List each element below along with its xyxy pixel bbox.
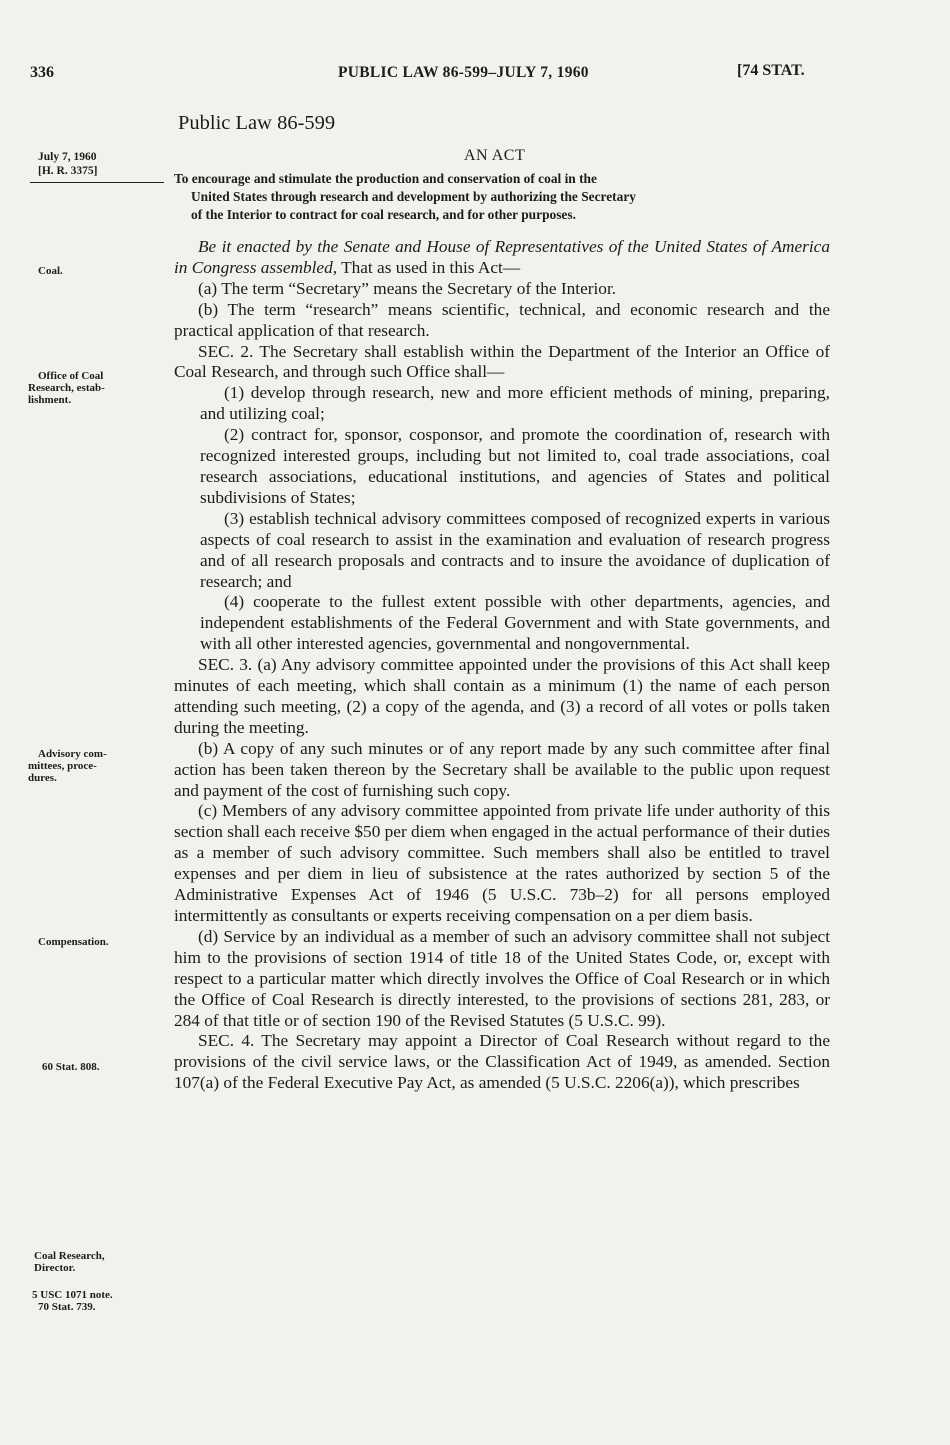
- margin-note-coal: Coal.: [38, 265, 63, 277]
- purpose-line: of the Interior to contract for coal research, and for other purposes.: [191, 207, 576, 222]
- purpose-clause: [174, 170, 832, 224]
- section-3-b: (b) A copy of any such minutes or of any report made by any such committee after final action has been taken thereon by the Secretary shall be available to the public upon request and payment of the cost of furnishing such copy.: [174, 738, 830, 800]
- section-2-item-1: (1) develop through research, new and more efficient methods of mining, preparing, and utilizing coal;: [200, 383, 830, 424]
- margin-note-advisory: Advisory com- mittees, proce- dures.: [28, 748, 107, 784]
- section-2-item-4: (4) cooperate to the fullest extent possible with other departments, agencies, and independent establishments of the Federal Government and with State governments, and with all other interested agencies, governmental and nongovernmental.: [200, 592, 830, 654]
- definition-a: (a) The term “Secretary” means the Secretary of the Interior.: [198, 278, 617, 298]
- act-body: [174, 237, 830, 1094]
- purpose-line: To encourage and stimulate the production and conservation of coal in the: [174, 171, 597, 186]
- public-law-title: Public Law 86-599: [178, 112, 336, 134]
- margin-note-compensation: Compensation.: [38, 936, 109, 948]
- section-2-intro: SEC. 2. The Secretary shall establish within the Department of the Interior an Office of Coal Research, and through such Office shall—: [174, 341, 830, 382]
- margin-note-director: Coal Research, Director.: [34, 1250, 105, 1274]
- section-3-c: (c) Members of any advisory committee appointed from private life under authority of this section shall each receive $50 per diem when engaged in the actual performance of their duties as a member of such advisory committee. Such members shall also be entitled to travel expenses and per diem in lieu of subsistence at the rates authorized by section 5 of the Administrative Expenses Act of 1946 (5 U.S.C. 73b–2) for all persons employed intermittently as consultants or experts receiving compensation on a per diem basis.: [174, 801, 830, 925]
- purpose-line: United States through research and development by authorizing the Secretary: [191, 189, 636, 204]
- definition-b: (b) The term “research” means scientific, technical, and economic research and the practical application of that research.: [174, 299, 830, 340]
- section-2-item-2: (2) contract for, sponsor, cosponsor, and promote the coordination of, research with recognized interested groups, including but not limited to, coal trade associations, coal research associations, educational institutions, and agencies of States and political subdivisions of States;: [200, 425, 830, 507]
- an-act-heading: AN ACT: [464, 147, 526, 164]
- date-rule: [30, 182, 164, 183]
- enacting-clause: [174, 237, 830, 279]
- section-4: SEC. 4. The Secretary may appoint a Director of Coal Research without regard to the provisions of the civil service laws, or the Classification Act of 1949, as amended. Section 107(a) of the Federal Executive Pay Act, as amended (5 U.S.C. 2206(a)), which prescribes: [174, 1031, 830, 1093]
- stat-reference: [74 STAT.: [737, 62, 805, 79]
- date-block: [38, 150, 97, 178]
- section-3-d: (d) Service by an individual as a member of such an advisory committee shall not subject him to the provisions of section 1914 of title 18 of the United States Code, or, except with respect to a particular matter which directly involves the Office of Coal Research or in which the Office of Coal Research is directly interested, to the provisions of sections 281, 283, or 284 of that title or of section 190 of the Revised Statutes (5 U.S.C. 99).: [174, 926, 830, 1030]
- running-head: PUBLIC LAW 86-599–JULY 7, 1960: [338, 64, 589, 81]
- section-2-item-3: (3) establish technical advisory committees composed of recognized experts in various aspects of coal research to assist in the examination and evaluation of research progress and of all research proposals and contracts and to insure the avoidance of duplication of research; and: [200, 508, 830, 591]
- margin-note-60-stat: 60 Stat. 808.: [42, 1061, 100, 1073]
- enacting-clause-rest: That as used in this Act—: [337, 257, 521, 277]
- margin-note-usc: 5 USC 1071 note. 70 Stat. 739.: [32, 1289, 113, 1313]
- margin-note-office: Office of Coal Research, estab- lishment.: [28, 370, 105, 406]
- section-3-a: SEC. 3. (a) Any advisory committee appointed under the provisions of this Act shall keep minutes of each meeting, which shall contain as a minimum (1) the name of each person attending such meeting, (2) a copy of the agenda, and (3) a record of all votes or polls taken during the meeting.: [174, 655, 830, 737]
- enacting-clause-italic: Be it enacted by the Senate and House of Representatives of the United States of America in Congress assembled,: [174, 237, 830, 277]
- bill-number: [H. R. 3375]: [38, 165, 98, 177]
- page-number: 336: [30, 64, 54, 81]
- enactment-date: July 7, 1960: [38, 151, 97, 163]
